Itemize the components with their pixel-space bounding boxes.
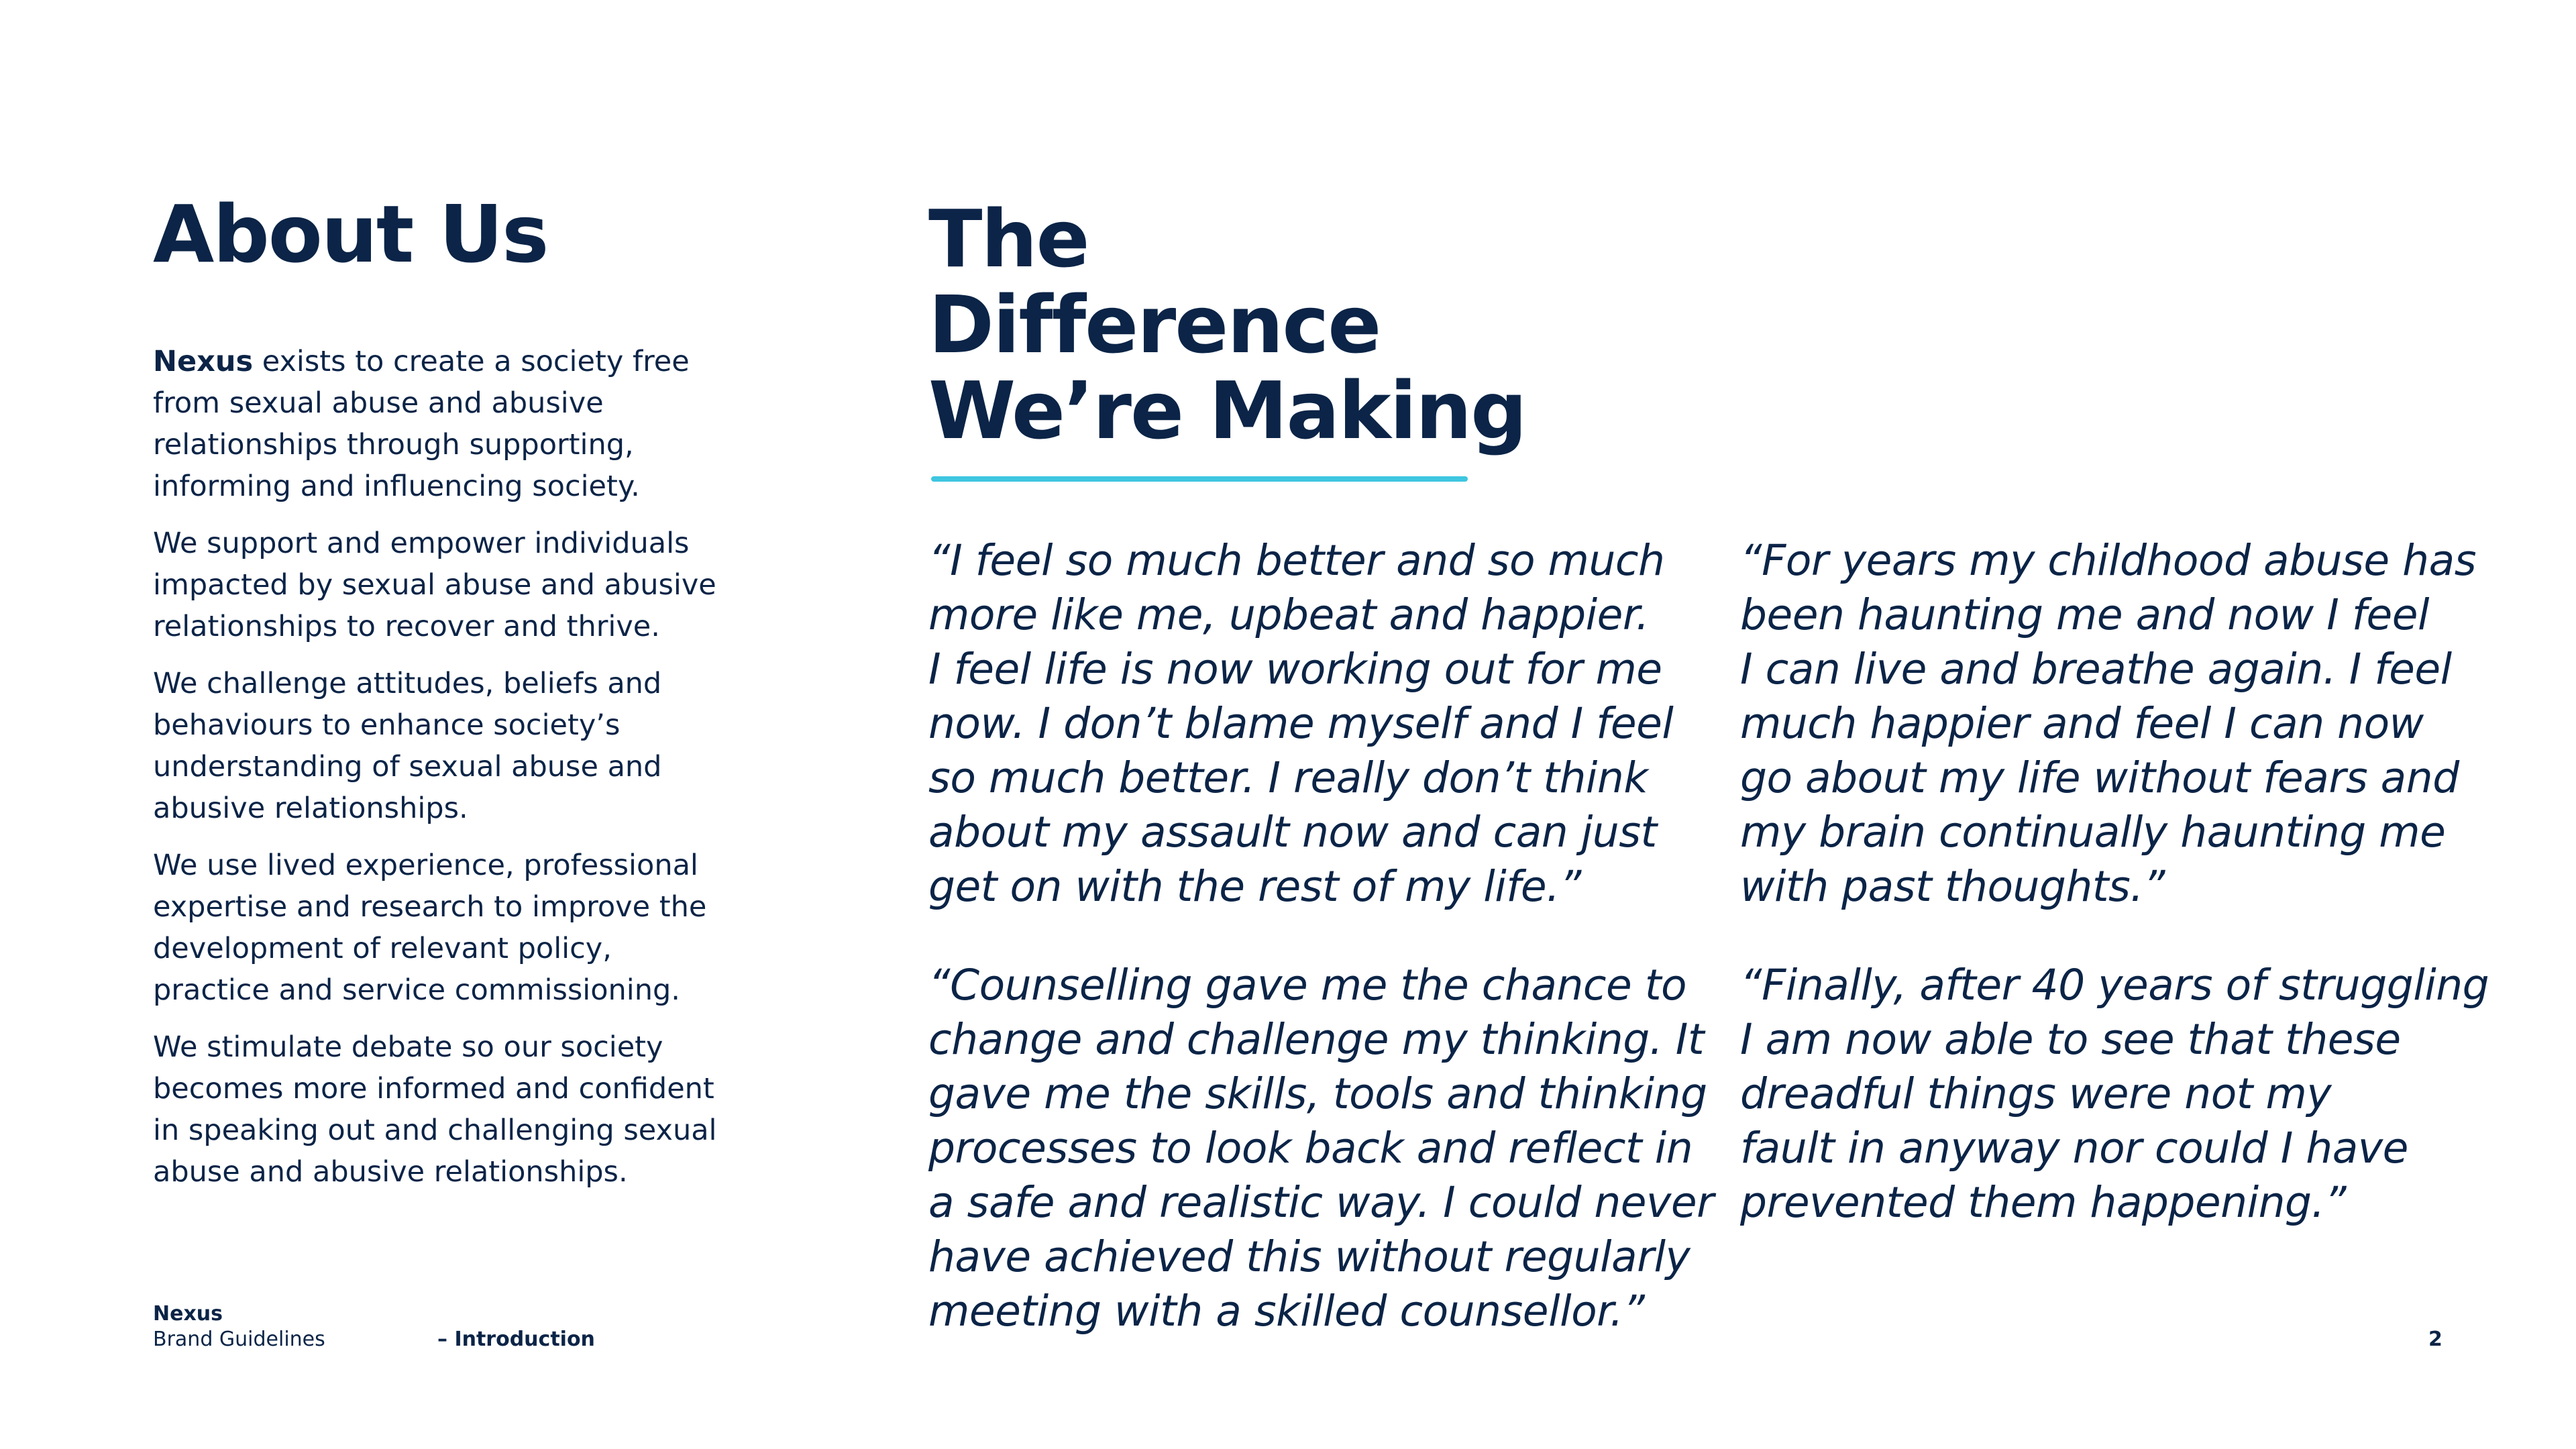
quote-line: fault in anyway nor could I have bbox=[1740, 1124, 2408, 1173]
quote-line: have achieved this without regularly bbox=[928, 1232, 1690, 1281]
footer-brand: Nexus bbox=[153, 1302, 223, 1326]
about-paragraph-4: We use lived experience, professional expertise and research to improve the development of relevant policy, practice and service commissioning. bbox=[153, 849, 707, 1007]
difference-heading bbox=[928, 193, 1526, 457]
quote-line: meeting with a skilled counsellor.” bbox=[928, 1287, 1645, 1336]
quote-line: I feel life is now working out for me bbox=[928, 645, 1662, 694]
page-number: 2 bbox=[2428, 1328, 2443, 1351]
quote-line: much happier and feel I can now bbox=[1740, 699, 2424, 748]
quote-line: been haunting me and now I feel bbox=[1740, 590, 2430, 639]
quote-line: about my assault now and can just bbox=[928, 808, 1657, 857]
testimonial-quote-2 bbox=[1740, 533, 2476, 914]
quote-line: get on with the rest of my life.” bbox=[928, 862, 1581, 911]
footer-section-label: – Introduction bbox=[437, 1328, 595, 1351]
about-paragraph-5: We stimulate debate so our society becomes more informed and confident in speaking out and challenging sexual abuse and abusive relationships. bbox=[153, 1030, 717, 1189]
difference-heading-line-3: We’re Making bbox=[928, 364, 1526, 457]
quote-line: now. I don’t blame myself and I feel bbox=[928, 699, 1674, 748]
about-us-body bbox=[153, 341, 723, 1208]
testimonial-quote-1 bbox=[928, 533, 1673, 914]
quote-line: “For years my childhood abuse has bbox=[1740, 536, 2477, 585]
about-us-heading: About Us bbox=[153, 188, 548, 280]
quote-line: go about my life without fears and bbox=[1740, 753, 2459, 802]
about-paragraph-2: We support and empower individuals impacted by sexual abuse and abusive relationships to recover and thrive. bbox=[153, 527, 716, 643]
quote-line: dreadful things were not my bbox=[1740, 1069, 2332, 1118]
quote-line: with past thoughts.” bbox=[1740, 862, 2165, 911]
quote-line: more like me, upbeat and happier. bbox=[928, 590, 1650, 639]
quote-line: prevented them happening.” bbox=[1740, 1178, 2347, 1227]
about-paragraph-1 bbox=[153, 341, 723, 507]
quote-line: “Finally, after 40 years of struggling bbox=[1740, 961, 2489, 1010]
quote-line: I am now able to see that these bbox=[1740, 1015, 2401, 1064]
quote-line: change and challenge my thinking. It bbox=[928, 1015, 1705, 1064]
quote-line: “Counselling gave me the chance to bbox=[928, 961, 1687, 1010]
testimonial-quote-3 bbox=[928, 958, 1714, 1338]
testimonial-quote-4 bbox=[1740, 958, 2489, 1230]
quote-line: so much better. I really don’t think bbox=[928, 753, 1648, 802]
difference-heading-line-2: Difference bbox=[928, 278, 1381, 371]
heading-underline bbox=[931, 476, 1468, 482]
difference-heading-line-1: The bbox=[928, 193, 1089, 285]
quote-line: I can live and breathe again. I feel bbox=[1740, 645, 2452, 694]
brand-name-inline: Nexus bbox=[153, 345, 254, 378]
quote-line: my brain continually haunting me bbox=[1740, 808, 2446, 857]
footer-document-title: Brand Guidelines bbox=[153, 1328, 325, 1351]
quote-line: “I feel so much better and so much bbox=[928, 536, 1665, 585]
quote-line: a safe and realistic way. I could never bbox=[928, 1178, 1714, 1227]
about-paragraph-1-text: exists to create a society free from sexual abuse and abusive relationships through supporting, informing and influencing society. bbox=[153, 345, 690, 503]
about-paragraph-3: We challenge attitudes, beliefs and behaviours to enhance society’s understanding of sexual abuse and abusive relationships. bbox=[153, 667, 662, 825]
quote-line: gave me the skills, tools and thinking bbox=[928, 1069, 1707, 1118]
quote-line: processes to look back and reflect in bbox=[928, 1124, 1693, 1173]
